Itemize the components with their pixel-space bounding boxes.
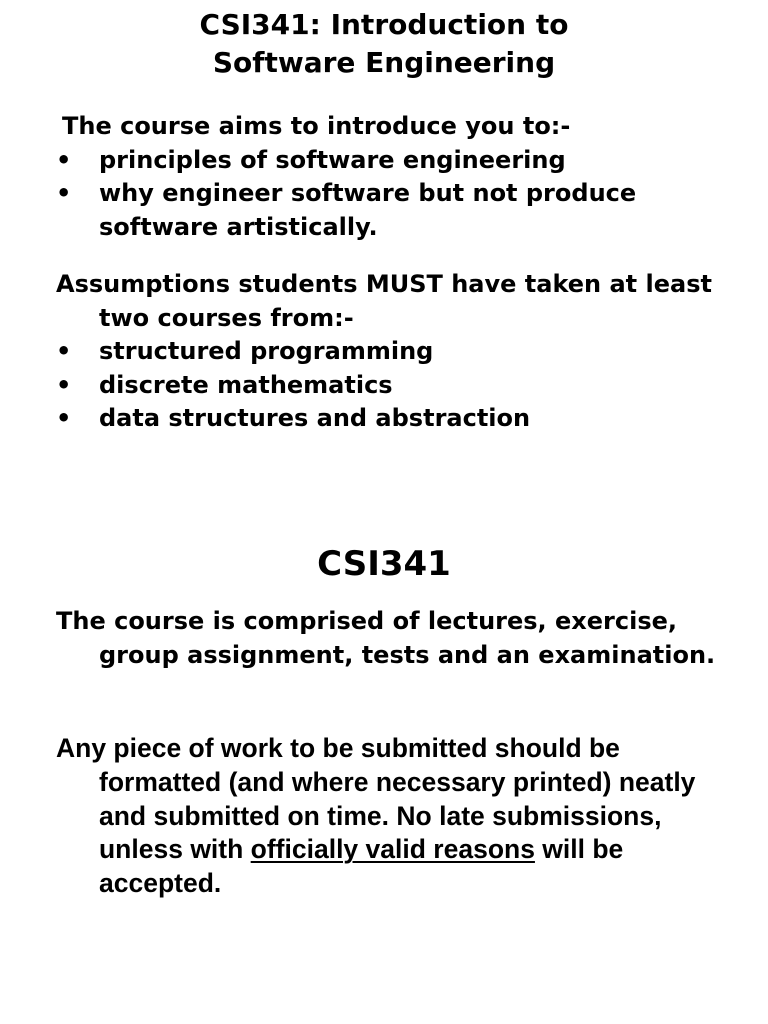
bullet-icon: • — [56, 145, 72, 174]
bullet-icon: • — [56, 179, 72, 207]
submission-text-after: will be accepted. — [99, 834, 624, 899]
course-text: The course is comprised of lectures, exercise, group assignment, tests and an examination. — [56, 607, 716, 669]
assumptions-intro: Assumptions students MUST have taken at least two courses from:- — [56, 270, 712, 332]
underlined-phrase: officially valid reasons — [250, 834, 535, 865]
list-item-text: data structures and abstraction — [99, 404, 531, 432]
list-item — [56, 369, 736, 403]
bullet-icon: • — [56, 337, 72, 365]
aims-list — [56, 144, 742, 245]
list-item — [56, 144, 742, 178]
submission-rules — [56, 732, 746, 901]
slide-course-structure — [0, 510, 768, 1024]
slide-title: CSI341 — [317, 544, 451, 584]
bullet-icon: • — [56, 370, 72, 399]
bullet-icon: • — [56, 404, 72, 432]
title-line-2: Software Engineering — [212, 46, 556, 79]
assumptions-list — [56, 335, 736, 436]
list-item-text: discrete mathematics — [99, 370, 393, 399]
submission-text-before: Any piece of work to be submitted should be formatted (and where necessary printed) neatly and submitted on time. No late submissions, unless with — [56, 733, 696, 865]
list-item-text: why engineer software but not produce software artistically. — [99, 179, 637, 241]
slide-course-intro — [0, 0, 768, 470]
list-item-text: principles of software engineering — [99, 145, 566, 174]
list-item — [56, 177, 742, 244]
course-components — [56, 605, 746, 672]
assumptions-section — [56, 268, 736, 436]
submission-text — [56, 732, 746, 901]
title-line-1: CSI341: Introduction to — [199, 8, 569, 41]
aims-intro: The course aims to introduce you to:- — [62, 112, 571, 140]
list-item — [56, 402, 736, 436]
aims-section — [56, 110, 742, 244]
list-item-text: structured programming — [99, 337, 434, 365]
list-item — [56, 335, 736, 369]
slide-title — [0, 0, 768, 82]
